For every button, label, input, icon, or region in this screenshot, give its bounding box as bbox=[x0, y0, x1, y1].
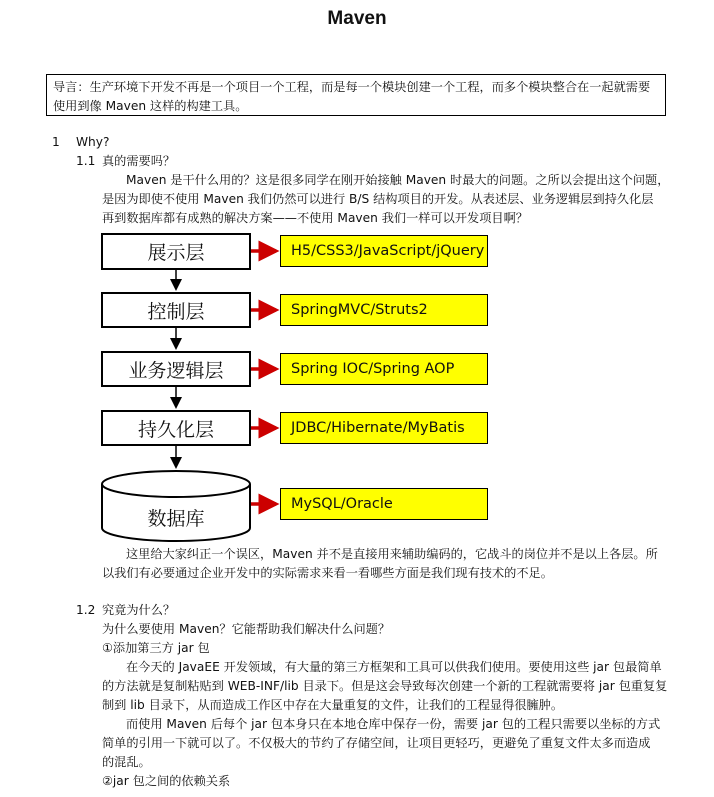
section-1-title: Why? bbox=[76, 135, 110, 149]
paragraph-4-line-1: 而使用 Maven 后每个 jar 包本身只在本地仓库中保存一份，需要 jar 包的工程只需要以坐标的方式 bbox=[126, 717, 661, 731]
paragraph-3-line-3: 制到 lib 目录下，从而造成工作区中存在大量重复的文件，让我们的工程显得很臃肿。 bbox=[102, 698, 564, 712]
paragraph-2-line-2: 以我们有必要通过企业开发中的实际需求来看一看哪些方面是我们现有技术的不足。 bbox=[102, 566, 553, 580]
paragraph-4-line-3: 的混乱。 bbox=[102, 755, 151, 769]
section-1-1-title: 真的需要吗？ bbox=[102, 154, 176, 168]
list-item-1: ①添加第三方 jar 包 bbox=[102, 641, 210, 655]
paragraph-2-line-1: 这里给大家纠正一个误区，Maven 并不是直接用来辅助编码的，它战斗的岗位并不是以上各层。所 bbox=[126, 547, 658, 561]
layer-presentation: 展示层 bbox=[101, 233, 251, 270]
tech-control: SpringMVC/Struts2 bbox=[280, 294, 488, 326]
layer-database-label: 数据库 bbox=[147, 508, 205, 530]
paragraph-1-line-2: 是因为即使不使用 Maven 我们仍然可以进行 B/S 结构项目的开发。从表述层、业务逻辑层到持久化层 bbox=[102, 192, 654, 206]
paragraph-4-line-2: 简单的引用一下就可以了。不仅极大的节约了存储空间，让项目更轻巧，更避免了重复文件太多而造成 bbox=[102, 736, 651, 750]
list-item-2: ②jar 包之间的依赖关系 bbox=[102, 774, 231, 788]
document-title: Maven bbox=[327, 8, 387, 29]
layer-business-logic: 业务逻辑层 bbox=[101, 351, 251, 387]
section-1-2-title: 究竟为什么？ bbox=[102, 603, 176, 617]
paragraph-1-line-1: Maven 是干什么用的？这是很多同学在刚开始接触 Maven 时最大的问题。之所以会提出这个问题， bbox=[126, 173, 670, 187]
tech-business-logic: Spring IOC/Spring AOP bbox=[280, 353, 488, 385]
question-line: 为什么要使用 Maven？它能帮助我们解决什么问题？ bbox=[102, 622, 391, 636]
tech-persistence: JDBC/Hibernate/MyBatis bbox=[280, 412, 488, 444]
paragraph-3-line-2: 的方法就是复制粘贴到 WEB-INF/lib 目录下。但是这会导致每次创建一个新的工程就需要将 jar 包重复复 bbox=[102, 679, 668, 693]
section-1-1-number: 1.1 bbox=[76, 154, 96, 168]
tech-presentation: H5/CSS3/JavaScript/jQuery bbox=[280, 235, 488, 267]
paragraph-1-line-3: 再到数据库都有成熟的解决方案——不使用 Maven 我们一样可以开发项目啊？ bbox=[102, 211, 528, 225]
paragraph-3-line-1: 在今天的 JavaEE 开发领域，有大量的第三方框架和工具可以供我们使用。要使用这些 jar 包最简单 bbox=[126, 660, 662, 674]
tech-database: MySQL/Oracle bbox=[280, 488, 488, 520]
layer-control: 控制层 bbox=[101, 292, 251, 328]
layer-persistence: 持久化层 bbox=[101, 410, 251, 446]
intro-line-1: 导言：生产环境下开发不再是一个项目一个工程，而是每一个模块创建一个工程，而多个模块整合在一起就需要 bbox=[53, 80, 651, 94]
section-1-2-number: 1.2 bbox=[76, 603, 96, 617]
section-1-number: 1 bbox=[52, 135, 60, 149]
intro-line-2: 使用到像 Maven 这样的构建工具。 bbox=[53, 99, 248, 113]
